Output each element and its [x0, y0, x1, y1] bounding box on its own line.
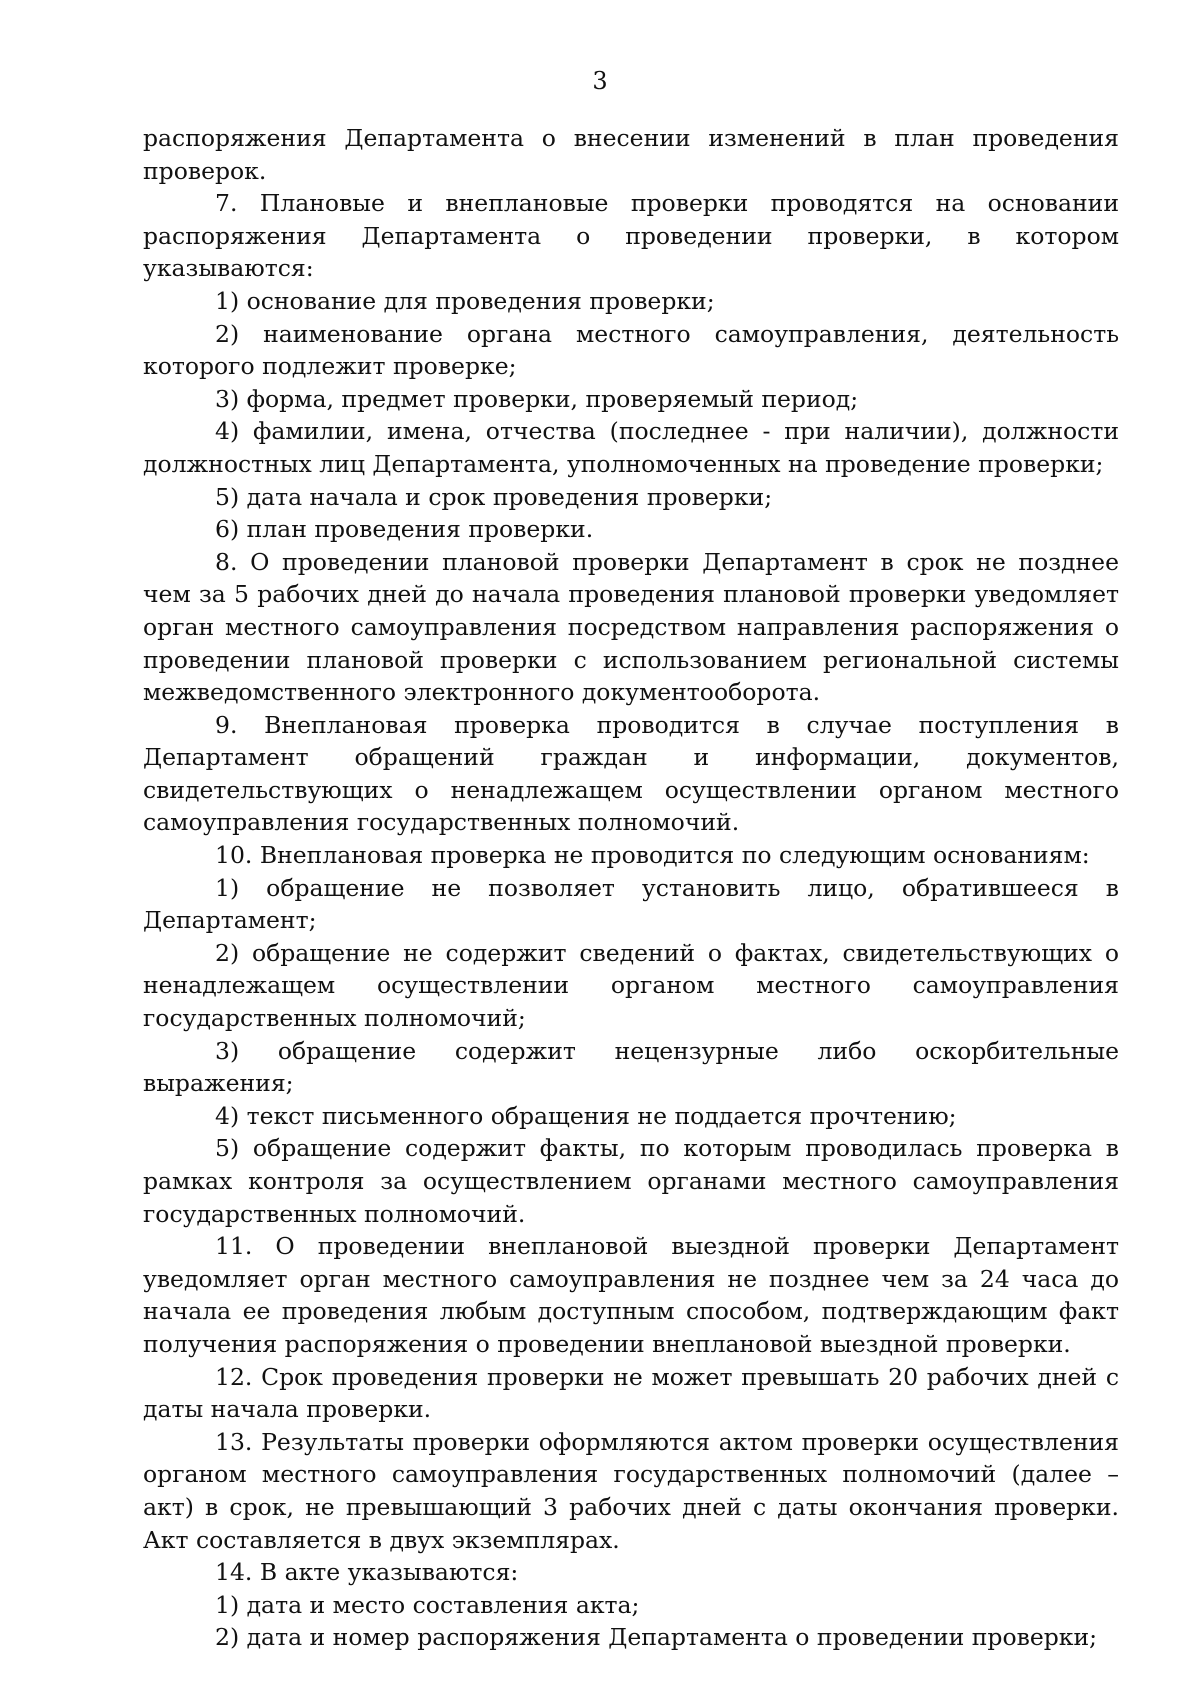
paragraph-item-7: 7. Плановые и внеплановые проверки проводятся на основании распоряжения Департамента о проведении проверки, в котором указываются:	[143, 189, 1119, 283]
list-item: 2) обращение не содержит сведений о фактах, свидетельствующих о ненадлежащем осуществлении органом местного самоуправления государственных полномочий;	[143, 938, 1119, 1033]
list-item: 4) текст письменного обращения не поддается прочтению;	[215, 1101, 957, 1130]
list-item: 4) фамилии, имена, отчества (последнее - при наличии), должности должностных лиц Департамента, уполномоченных на проведение проверки;	[143, 417, 1119, 478]
list-item: 2) дата и номер распоряжения Департамента о проведении проверки;	[215, 1623, 1098, 1652]
document-body	[143, 122, 1119, 1654]
list-item: 5) дата начала и срок проведения проверки;	[215, 482, 773, 511]
paragraph-continuation: распоряжения Департамента о внесении изменений в план проведения проверок.	[143, 124, 1119, 185]
paragraph-item-8: 8. О проведении плановой проверки Департамент в срок не позднее чем за 5 рабочих дней до начала проведения плановой проверки уведомляет орган местного самоуправления посредством направления распоряжения о проведении плановой проверки с использованием региональной системы межведомственного электронного документооборота.	[143, 547, 1119, 707]
paragraph-item-12: 12. Срок проведения проверки не может превышать 20 рабочих дней с даты начала проверки.	[143, 1362, 1119, 1424]
paragraph-item-9: 9. Внеплановая проверка проводится в случае поступления в Департамент обращений граждан и информации, документов, свидетельствующих о ненадлежащем осуществлении органом местного самоуправления государственных полномочий.	[143, 710, 1119, 837]
list-item: 1) дата и место составления акта;	[215, 1590, 640, 1619]
paragraph-item-13: 13. Результаты проверки оформляются актом проверки осуществления органом местного самоуправления государственных полномочий (далее – акт) в срок, не превышающий 3 рабочих дней с даты окончания проверки. Акт составляется в двух экземплярах.	[143, 1427, 1119, 1554]
list-item: 5) обращение содержит факты, по которым проводилась проверка в рамках контроля за осуществлением органами местного самоуправления государственных полномочий.	[143, 1134, 1119, 1228]
list-item: 6) план проведения проверки.	[215, 515, 594, 544]
list-item: 1) обращение не позволяет установить лицо, обратившееся в Департамент;	[143, 873, 1119, 935]
paragraph-item-10: 10. Внеплановая проверка не проводится по следующим основаниям:	[215, 841, 1090, 870]
list-item: 2) наименование органа местного самоуправления, деятельность которого подлежит проверке;	[143, 319, 1119, 381]
paragraph-item-14: 14. В акте указываются:	[215, 1558, 519, 1587]
list-item: 1) основание для проведения проверки;	[215, 286, 715, 315]
page-number: 3	[592, 67, 608, 95]
list-item: 3) форма, предмет проверки, проверяемый период;	[215, 384, 859, 413]
paragraph-item-11: 11. О проведении внеплановой выездной проверки Департамент уведомляет орган местного самоуправления не позднее чем за 24 часа до начала ее проведения любым доступным способом, подтверждающим факт получения распоряжения о проведении внеплановой выездной проверки.	[143, 1232, 1119, 1358]
list-item: 3) обращение содержит нецензурные либо оскорбительные выражения;	[143, 1036, 1119, 1098]
